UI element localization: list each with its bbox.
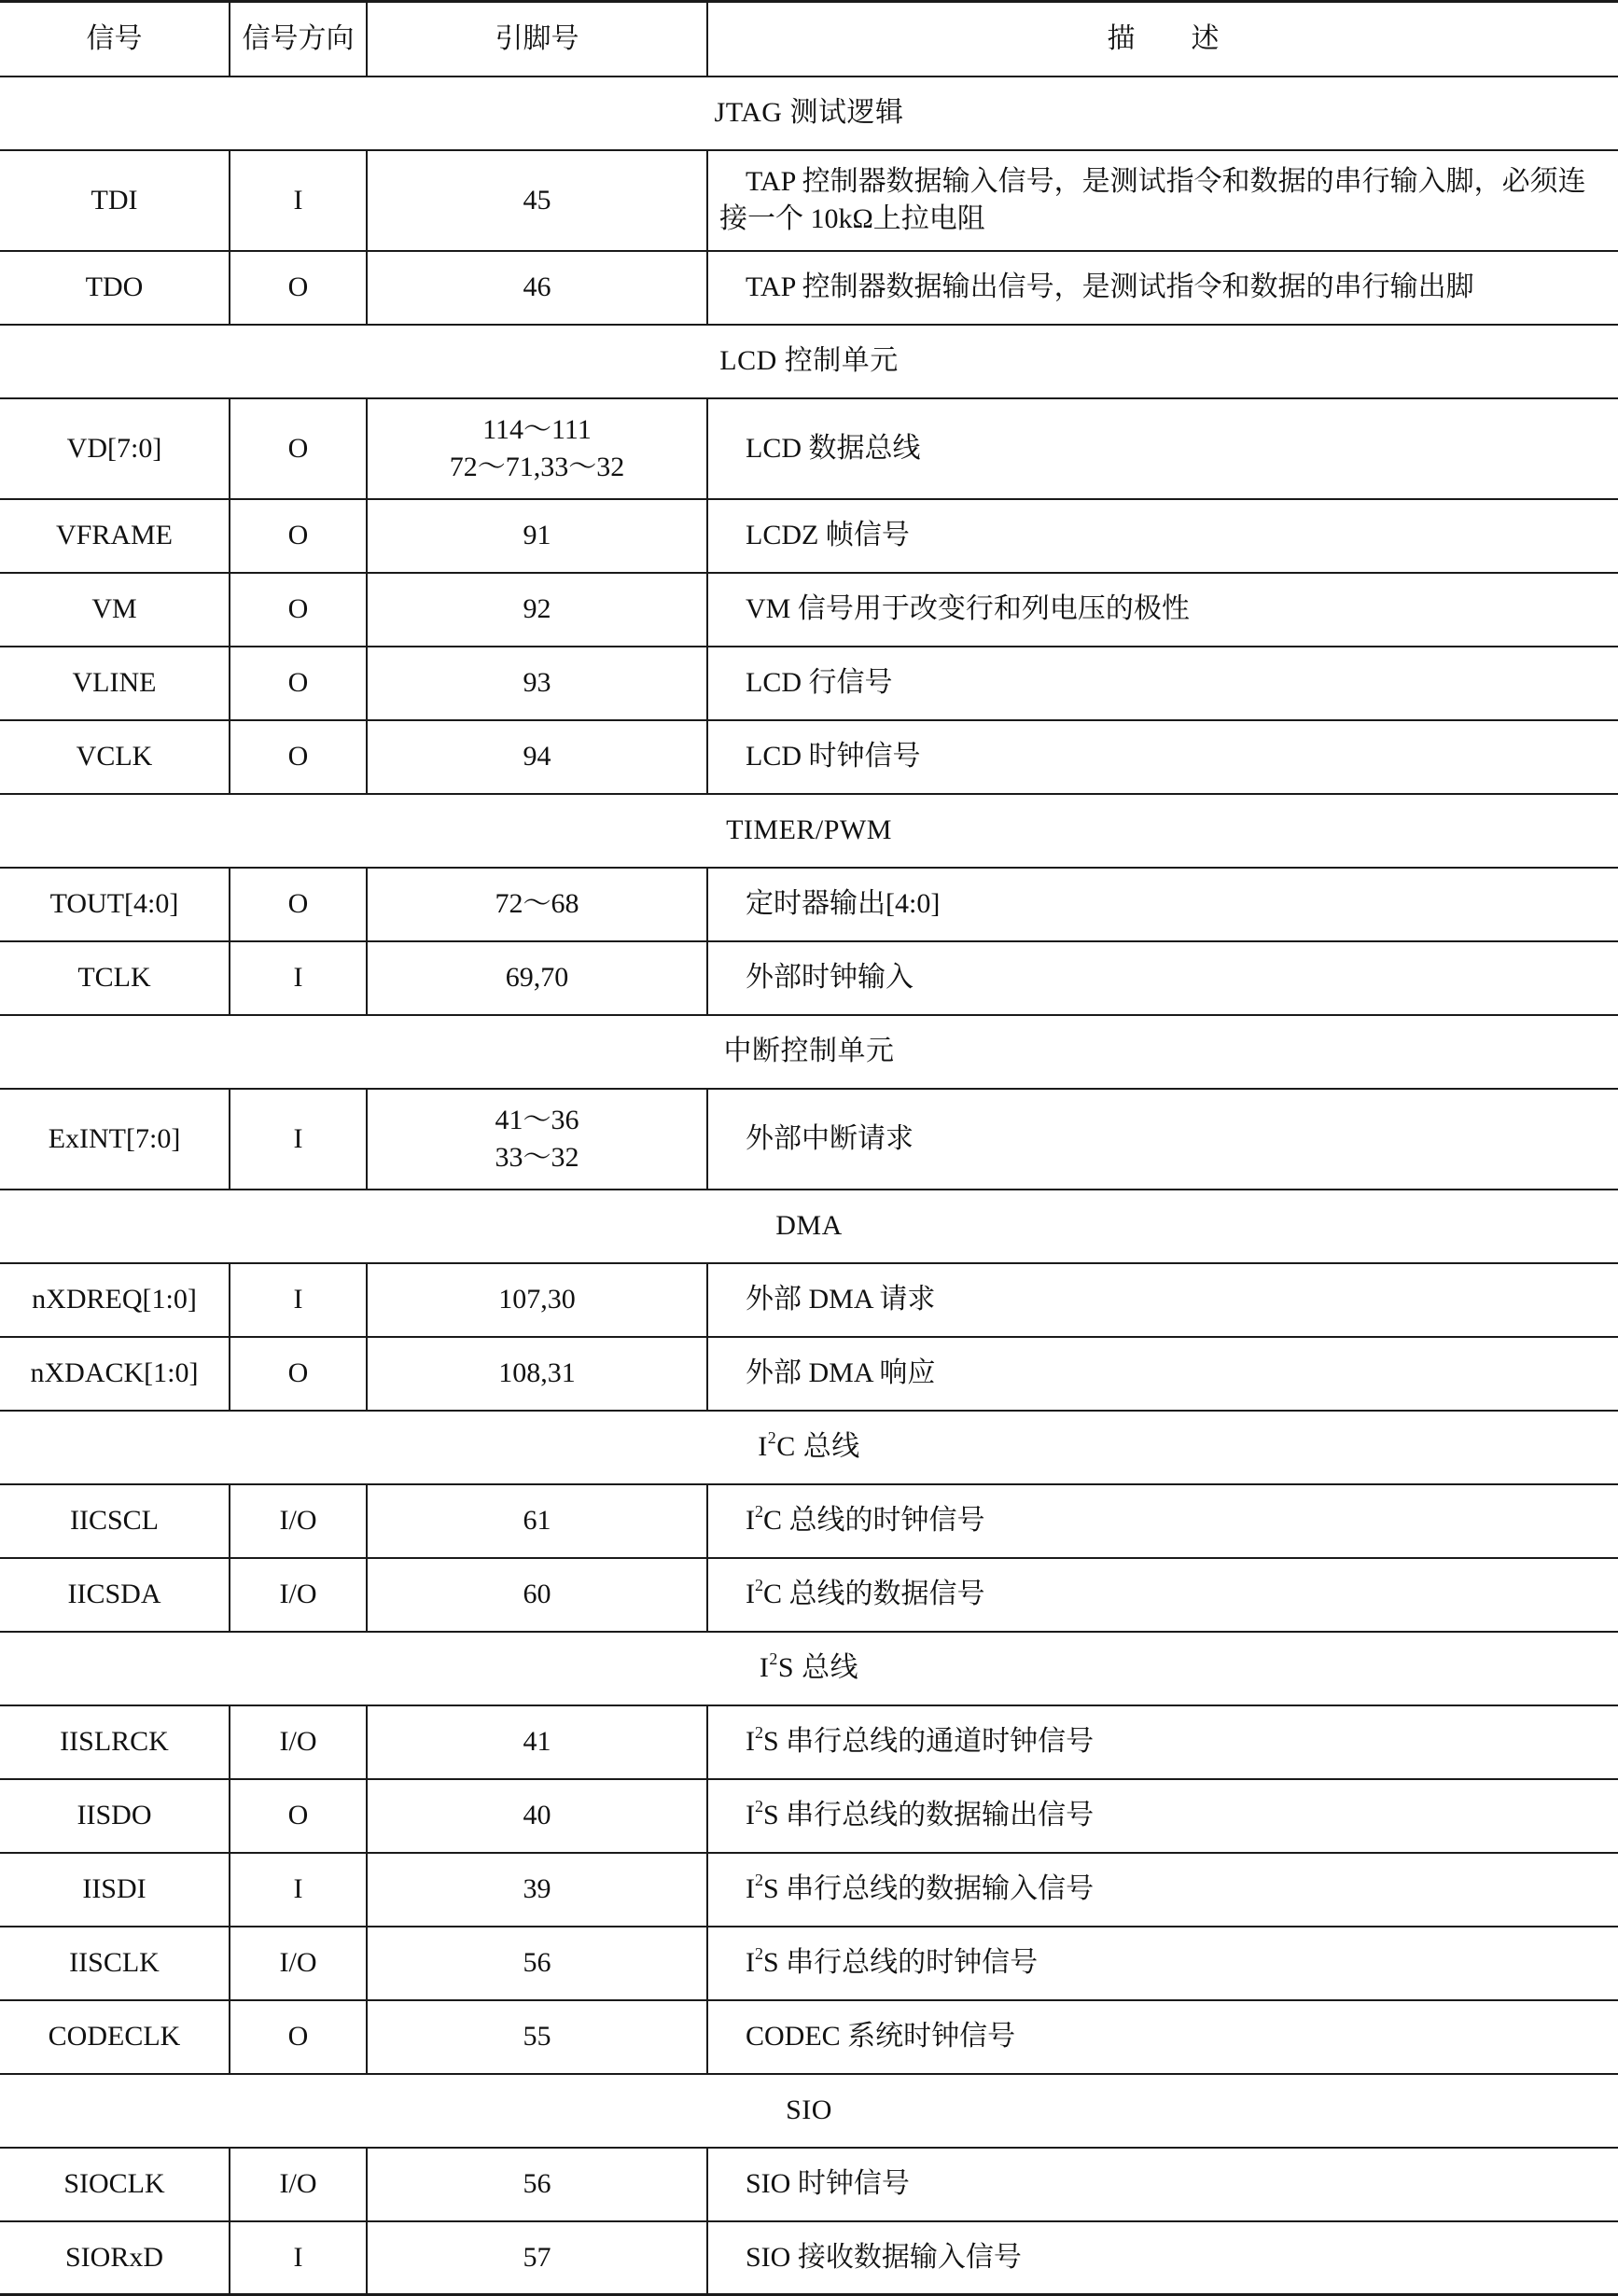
pin-line: 114～111 (482, 413, 592, 445)
desc-superscript: 2 (755, 1723, 763, 1742)
section-row-dma (0, 1190, 1618, 1263)
desc-superscript: 2 (755, 1797, 763, 1816)
pin-cell: 39 (367, 1853, 707, 1927)
section-suffix: S 总线 (777, 1652, 859, 1683)
direction-cell: I/O (230, 1927, 367, 2000)
description-cell: CODEC 系统时钟信号 (707, 2000, 1618, 2074)
signal-cell: TDO (0, 251, 230, 325)
direction-cell: O (230, 499, 367, 573)
description-cell: LCDZ 帧信号 (707, 499, 1618, 573)
pin-cell (367, 398, 707, 499)
desc-text: S 串行总线的数据输入信号 (763, 1873, 1095, 1904)
table-row (0, 1089, 1618, 1190)
pin-cell: 41 (367, 1705, 707, 1779)
direction-cell: I (230, 150, 367, 251)
desc-superscript: 2 (755, 1576, 763, 1594)
signal-cell: IISLRCK (0, 1705, 230, 1779)
header-signal: 信号 (0, 2, 230, 77)
description-cell: 定时器输出[4:0] (707, 868, 1618, 941)
signal-cell: nXDREQ[1:0] (0, 1263, 230, 1337)
section-title-sio: SIO (0, 2074, 1618, 2148)
desc-prefix: I (746, 1800, 755, 1830)
header-direction: 信号方向 (230, 2, 367, 77)
desc-text: S 串行总线的数据输出信号 (763, 1800, 1095, 1830)
section-title-i2s (0, 1632, 1618, 1705)
direction-cell: O (230, 647, 367, 720)
desc-prefix: I (746, 1947, 755, 1978)
pin-cell: 56 (367, 2148, 707, 2221)
description-cell (707, 1484, 1618, 1558)
pin-line: 72～71,33～32 (449, 451, 625, 482)
direction-cell: I (230, 2221, 367, 2295)
desc-prefix: I (746, 1726, 755, 1757)
table-row (0, 1705, 1618, 1779)
description-cell: 外部 DMA 响应 (707, 1337, 1618, 1411)
table-row (0, 1337, 1618, 1411)
direction-cell: O (230, 1337, 367, 1411)
table-row (0, 2221, 1618, 2295)
pin-cell: 56 (367, 1927, 707, 2000)
pin-cell: 108,31 (367, 1337, 707, 1411)
pin-line: 41～36 (495, 1104, 579, 1135)
description-cell: SIO 接收数据输入信号 (707, 2221, 1618, 2295)
pin-cell: 60 (367, 1558, 707, 1632)
pin-line: 33～32 (495, 1141, 579, 1173)
description-cell: 外部 DMA 请求 (707, 1263, 1618, 1337)
section-row-jtag (0, 77, 1618, 150)
section-suffix: C 总线 (776, 1431, 860, 1462)
description-cell: LCD 时钟信号 (707, 720, 1618, 794)
header-pin: 引脚号 (367, 2, 707, 77)
signal-cell: VLINE (0, 647, 230, 720)
pin-cell: 40 (367, 1779, 707, 1853)
table-row (0, 150, 1618, 251)
table-row (0, 1853, 1618, 1927)
direction-cell: I/O (230, 1484, 367, 1558)
section-title-lcd: LCD 控制单元 (0, 325, 1618, 398)
table-row (0, 1558, 1618, 1632)
description-cell (707, 1853, 1618, 1927)
table-row (0, 1927, 1618, 2000)
pin-cell: 107,30 (367, 1263, 707, 1337)
pin-cell: 94 (367, 720, 707, 794)
header-description: 描 述 (707, 2, 1618, 77)
direction-cell: O (230, 1779, 367, 1853)
signal-cell: IISCLK (0, 1927, 230, 2000)
desc-superscript: 2 (755, 1944, 763, 1963)
direction-cell: I (230, 1853, 367, 1927)
section-title-interrupt: 中断控制单元 (0, 1015, 1618, 1089)
desc-text: S 串行总线的时钟信号 (763, 1947, 1039, 1978)
signal-cell: IISDI (0, 1853, 230, 1927)
desc-superscript: 2 (755, 1502, 763, 1521)
section-prefix: I (759, 1652, 770, 1683)
desc-prefix: I (746, 1579, 755, 1609)
section-title-i2c (0, 1411, 1618, 1484)
section-title-dma: DMA (0, 1190, 1618, 1263)
direction-cell: I (230, 1263, 367, 1337)
signal-cell: IISDO (0, 1779, 230, 1853)
section-superscript: 2 (767, 1428, 777, 1447)
pin-cell: 91 (367, 499, 707, 573)
table-row (0, 941, 1618, 1015)
pin-cell: 69,70 (367, 941, 707, 1015)
signal-cell: ExINT[7:0] (0, 1089, 230, 1190)
table-row (0, 251, 1618, 325)
pin-cell: 45 (367, 150, 707, 251)
signal-cell: IICSDA (0, 1558, 230, 1632)
signal-cell: VFRAME (0, 499, 230, 573)
table-row (0, 499, 1618, 573)
direction-cell: I (230, 941, 367, 1015)
desc-text: C 总线的时钟信号 (763, 1505, 985, 1536)
table-row (0, 868, 1618, 941)
section-row-interrupt (0, 1015, 1618, 1089)
signal-cell: VM (0, 573, 230, 647)
table-row (0, 1263, 1618, 1337)
signal-cell: VD[7:0] (0, 398, 230, 499)
description-cell: 外部中断请求 (707, 1089, 1618, 1190)
signal-cell: SIOCLK (0, 2148, 230, 2221)
direction-cell: O (230, 720, 367, 794)
pin-cell: 46 (367, 251, 707, 325)
description-cell (707, 1927, 1618, 2000)
table-header-row (0, 2, 1618, 77)
signal-cell: IICSCL (0, 1484, 230, 1558)
description-cell (707, 1705, 1618, 1779)
desc-prefix: I (746, 1505, 755, 1536)
signal-cell: SIORxD (0, 2221, 230, 2295)
pin-cell: 57 (367, 2221, 707, 2295)
section-row-lcd (0, 325, 1618, 398)
section-row-i2c (0, 1411, 1618, 1484)
table-row (0, 1779, 1618, 1853)
desc-prefix: I (746, 1873, 755, 1904)
description-cell: TAP 控制器数据输入信号，是测试指令和数据的串行输入脚，必须连接一个 10kΩ上拉电阻 (707, 150, 1618, 251)
direction-cell: O (230, 251, 367, 325)
direction-cell: O (230, 2000, 367, 2074)
direction-cell: I/O (230, 1558, 367, 1632)
direction-cell: I (230, 1089, 367, 1190)
pin-cell (367, 1089, 707, 1190)
table-row (0, 2000, 1618, 2074)
pin-cell: 93 (367, 647, 707, 720)
direction-cell: O (230, 398, 367, 499)
pin-cell: 55 (367, 2000, 707, 2074)
signal-cell: TDI (0, 150, 230, 251)
table-row (0, 2148, 1618, 2221)
table-row (0, 573, 1618, 647)
desc-text: C 总线的数据信号 (763, 1579, 985, 1609)
section-prefix: I (758, 1431, 768, 1462)
signal-cell: TCLK (0, 941, 230, 1015)
direction-cell: O (230, 868, 367, 941)
desc-superscript: 2 (755, 1871, 763, 1889)
description-cell: 外部时钟输入 (707, 941, 1618, 1015)
description-cell: LCD 行信号 (707, 647, 1618, 720)
table-row (0, 398, 1618, 499)
signal-cell: nXDACK[1:0] (0, 1337, 230, 1411)
description-cell (707, 1558, 1618, 1632)
signal-cell: VCLK (0, 720, 230, 794)
description-cell: LCD 数据总线 (707, 398, 1618, 499)
description-cell (707, 1779, 1618, 1853)
pin-cell: 61 (367, 1484, 707, 1558)
table-row (0, 647, 1618, 720)
direction-cell: O (230, 573, 367, 647)
pin-cell: 72～68 (367, 868, 707, 941)
direction-cell: I/O (230, 2148, 367, 2221)
section-superscript: 2 (769, 1649, 778, 1668)
description-cell: SIO 时钟信号 (707, 2148, 1618, 2221)
description-cell: VM 信号用于改变行和列电压的极性 (707, 573, 1618, 647)
signal-cell: TOUT[4:0] (0, 868, 230, 941)
table-row (0, 1484, 1618, 1558)
signal-cell: CODECLK (0, 2000, 230, 2074)
section-row-i2s (0, 1632, 1618, 1705)
description-cell: TAP 控制器数据输出信号，是测试指令和数据的串行输出脚 (707, 251, 1618, 325)
section-row-timer (0, 794, 1618, 868)
section-title-jtag: JTAG 测试逻辑 (0, 77, 1618, 150)
table-row (0, 720, 1618, 794)
section-title-timer: TIMER/PWM (0, 794, 1618, 868)
direction-cell: I/O (230, 1705, 367, 1779)
desc-text: S 串行总线的通道时钟信号 (763, 1726, 1095, 1757)
pin-cell: 92 (367, 573, 707, 647)
section-row-sio (0, 2074, 1618, 2148)
